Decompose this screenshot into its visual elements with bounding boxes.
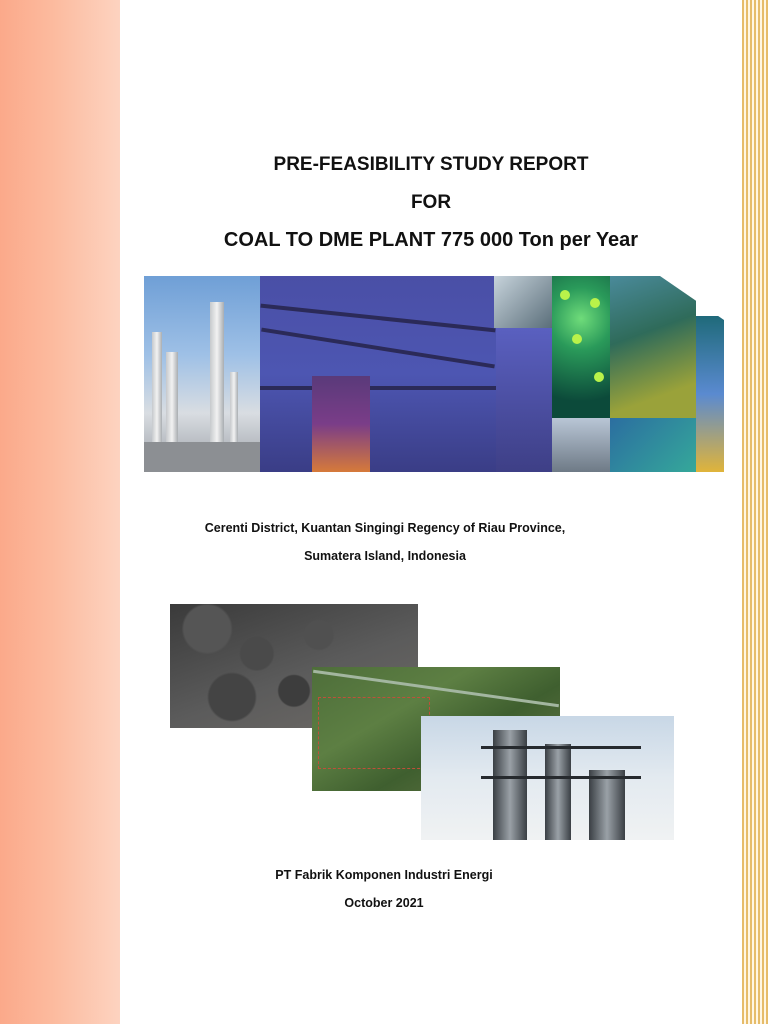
report-title: PRE-FEASIBILITY STUDY REPORT: [273, 154, 589, 175]
pipeline-photo: [260, 276, 496, 472]
right-decorative-stripes: [742, 0, 768, 1024]
plant-structure-photo: [496, 328, 552, 472]
molecule-graphic: [552, 276, 610, 418]
refinery-photo: [144, 276, 260, 472]
company-name: PT Fabrik Komponen Industri Energi: [275, 868, 493, 882]
location-line-2: Sumatera Island, Indonesia: [304, 549, 466, 563]
dme-plant-photo: [421, 716, 674, 840]
location-line-1: Cerenti District, Kuantan Singingi Regency of Riau Province,: [204, 521, 566, 535]
banner-folded-corner: [660, 276, 724, 320]
left-decorative-band: [0, 0, 120, 1024]
report-date: October 2021: [344, 896, 424, 910]
report-subject: COAL TO DME PLANT 775 000 Ton per Year: [223, 229, 639, 251]
facility-photo: [552, 418, 610, 472]
report-title-for: FOR: [410, 192, 452, 213]
industrial-banner-collage: [144, 276, 724, 472]
worker-photo: [494, 276, 552, 328]
equipment-photo: [610, 418, 696, 472]
edge-photo-strip: [696, 316, 724, 472]
